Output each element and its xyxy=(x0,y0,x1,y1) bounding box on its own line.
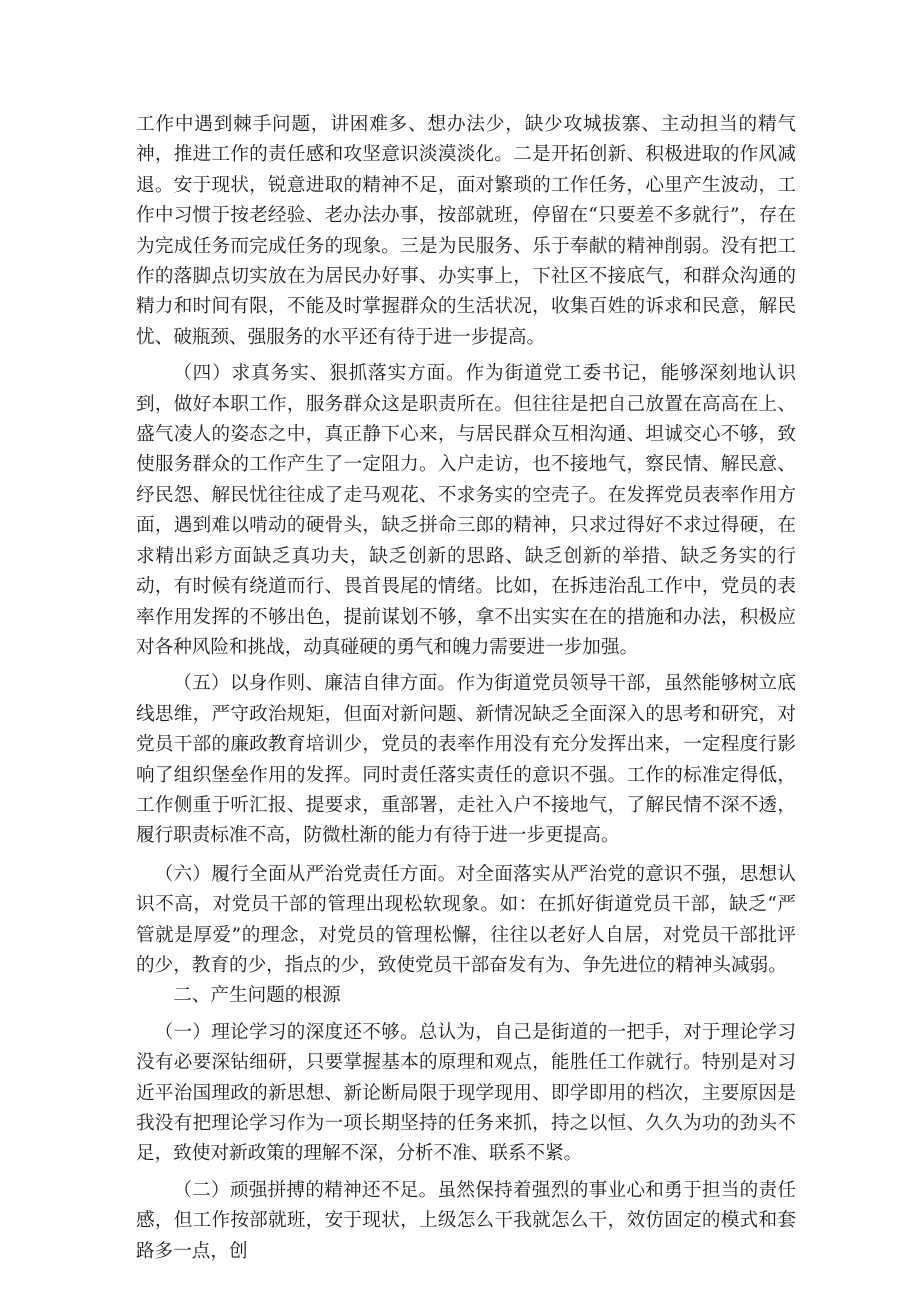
paragraph-cause-one: （一）理论学习的深度还不够。总认为，自己是街道的一把手，对于理论学习没有必要深钻细研，只要掌握基本的原理和观点，能胜任工作就行。特别是对习近平治国理政的新思想、新论断局限于现学现用、即学即用的档次，主要原因是我没有把理论学习作为一项长期坚持的任务来抓，持之以恒、久久为功的劲头不足，致使对新政策的理解不深，分析不准、联系不紧。 xyxy=(136,1021,796,1165)
paragraph-section-six: （六）履行全面从严治党责任方面。对全面落实从严治党的意识不强，思想认识不高，对党员干部的管理出现松软现象。如：在抓好街道党员干部，缺乏“严管就是厚爱”的理念，对党员的管理松懈，往往以老好人自居，对党员干部批评的少，教育的少，指点的少，致使党员干部奋发有为、争先进位的精神头减弱。 xyxy=(136,863,796,976)
paragraph-continuation: 工作中遇到棘手问题，讲困难多、想办法少，缺少攻城拔寨、主动担当的精气神，推进工作的责任感和攻坚意识淡漠淡化。二是开拓创新、积极进取的作风减退。安于现状，锐意进取的精神不足，面对繁琐的工作任务，心里产生波动，工作中习惯于按老经验、老办法办事，按部就班，停留在“只要差不多就行”，存在为完成任务而完成任务的现象。三是为民服务、乐于奉献的精神削弱。没有把工作的落脚点切实放在为居民办好事、办实事上，下社区不接底气，和群众沟通的精力和时间有限，不能及时掌握群众的生活状况，收集百姓的诉求和民意，解民忧、破瓶颈、强服务的水平还有待于进一步提高。 xyxy=(136,114,796,348)
document-body xyxy=(136,110,796,1267)
paragraph-section-five: （五）以身作则、廉洁自律方面。作为街道党员领导干部，虽然能够树立底线思维，严守政治规矩，但面对新问题、新情况缺乏全面深入的思考和研究，对党员干部的廉政教育培训少，党员的表率作用没有充分发挥出来，一定程度行影响了组织堡垒作用的发挥。同时责任落实责任的意识不强。工作的标准定得低，工作侧重于听汇报、提要求，重部署，走社入户不接地气，了解民情不深不透，履行职责标准不高，防微杜渐的能力有待于进一步更提高。 xyxy=(136,673,796,847)
paragraph-section-four: （四）求真务实、狠抓落实方面。作为街道党工委书记，能够深刻地认识到，做好本职工作，服务群众这是职责所在。但往往是把自己放置在高高在上、盛气凌人的姿态之中，真正静下心来，与居民群众互相沟通、坦诚交心不够，致使服务群众的工作产生了一定阻力。入户走访，也不接地气，察民情、解民意、纾民怨、解民忧往往成了走马观花、不求务实的空壳子。在发挥党员表率作用方面，遇到难以啃动的硬骨头，缺乏拼命三郎的精神，只求过得好不求过得硬，在求精出彩方面缺乏真功夫，缺乏创新的思路、缺乏创新的举措、缺乏务实的行动，有时候有绕道而行、畏首畏尾的情绪。比如，在拆违治乱工作中，党员的表率作用发挥的不够出色，提前谋划不够，拿不出实实在在的措施和办法，积极应对各种风险和挑战，动真碰硬的勇气和魄力需要进一步加强。 xyxy=(136,363,796,658)
section-heading-root-causes: 二、产生问题的根源 xyxy=(173,985,341,1007)
paragraph-cause-two: （二）顽强拼搏的精神还不足。虽然保持着强烈的事业心和勇于担当的责任感，但工作按部就班，安于现状，上级怎么干我就怎么干，效仿固定的模式和套路多一点，创 xyxy=(136,1179,796,1262)
